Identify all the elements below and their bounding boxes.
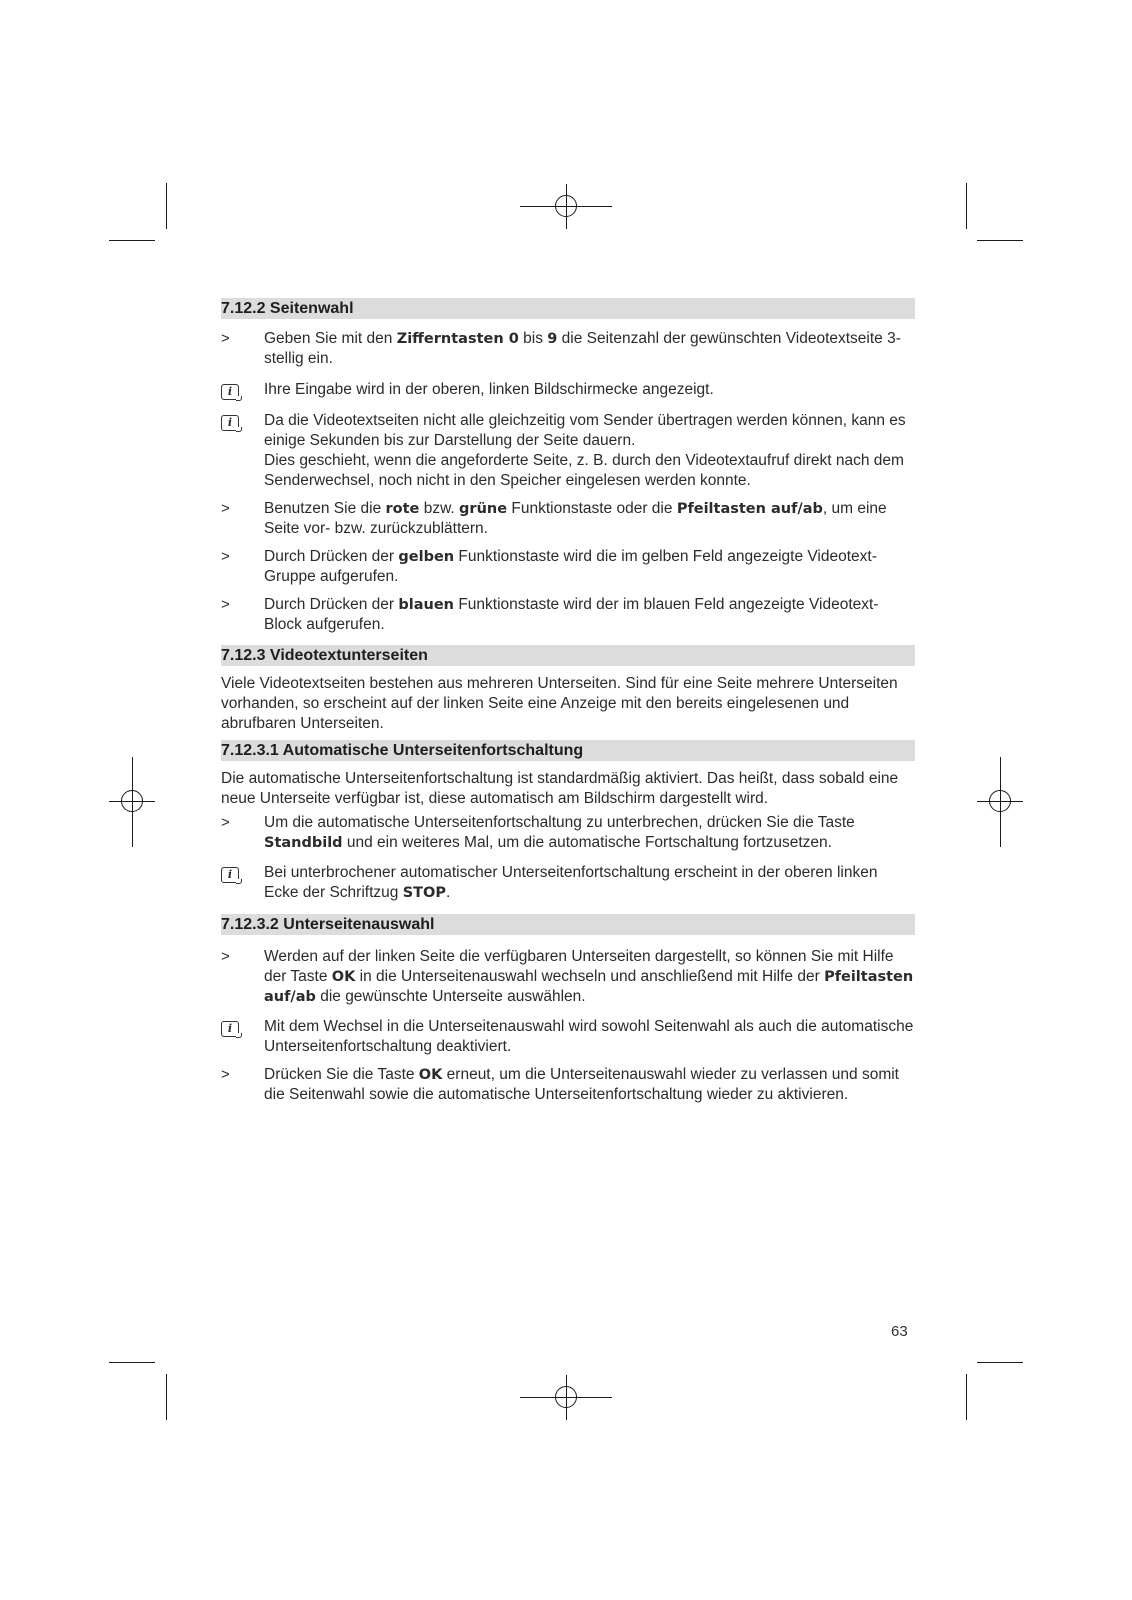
- instruction-item: > Um die automatische Unterseitenfortschaltung zu unterbrechen, drücken Sie die Taste Standbild und ein weiteres Mal, um die automatische Fortschaltung fortzusetzen.: [221, 814, 855, 851]
- arrow-marker: >: [221, 596, 230, 613]
- registration-mark: [555, 195, 577, 217]
- info-icon: i: [221, 1021, 239, 1037]
- section-heading: 7.12.3.2 Unterseitenauswahl: [221, 914, 915, 935]
- crop-mark: [966, 1374, 967, 1420]
- crop-mark: [166, 1374, 167, 1420]
- section-heading: 7.12.2 Seitenwahl: [221, 298, 915, 319]
- crop-mark: [109, 1362, 155, 1363]
- instruction-item: > Geben Sie mit den Zifferntasten 0 bis 9 die Seitenzahl der gewünschten Videotextseite 3-stellig ein.: [221, 330, 901, 367]
- page-number: 63: [891, 1323, 908, 1340]
- info-icon: i: [221, 867, 239, 883]
- arrow-marker: >: [221, 330, 230, 347]
- instruction-item: > Durch Drücken der gelben Funktionstaste wird die im gelben Feld angezeigte Videotext-Gruppe aufgerufen.: [221, 548, 877, 585]
- registration-mark: [121, 790, 143, 812]
- paragraph: Viele Videotextseiten bestehen aus mehreren Unterseiten. Sind für eine Seite mehrere Unterseiten vorhanden, so erscheint auf der linken Seite eine Anzeige mit den bereits eingelesenen und abrufbaren Unterseiten.: [221, 675, 898, 732]
- info-icon: i: [221, 415, 239, 431]
- arrow-marker: >: [221, 500, 230, 517]
- info-note: i Bei unterbrochener automatischer Unterseitenfortschaltung erscheint in der oberen linken Ecke der Schriftzug STOP.: [221, 863, 915, 903]
- section-heading: 7.12.3.1 Automatische Unterseitenfortschaltung: [221, 740, 915, 761]
- registration-mark: [555, 1386, 577, 1408]
- crop-mark: [166, 183, 167, 229]
- info-note: i Mit dem Wechsel in die Unterseitenauswahl wird sowohl Seitenwahl als auch die automatische Unterseitenfortschaltung deaktiviert.: [221, 1017, 915, 1057]
- crop-mark: [966, 183, 967, 229]
- crop-mark: [977, 1362, 1023, 1363]
- instruction-item: > Benutzen Sie die rote bzw. grüne Funktionstaste oder die Pfeiltasten auf/ab, um eine Seite vor- bzw. zurückzublättern.: [221, 500, 887, 537]
- instruction-item: > Durch Drücken der blauen Funktionstaste wird der im blauen Feld angezeigte Videotext-Block aufgerufen.: [221, 596, 879, 633]
- paragraph: Die automatische Unterseitenfortschaltung ist standardmäßig aktiviert. Das heißt, dass sobald eine neue Unterseite verfügbar ist, diese automatisch am Bildschirm dargestellt wird.: [221, 770, 899, 807]
- registration-mark: [989, 790, 1011, 812]
- arrow-marker: >: [221, 948, 230, 965]
- manual-content: [221, 298, 915, 1105]
- instruction-item: > Drücken Sie die Taste OK erneut, um die Unterseitenauswahl wieder zu verlassen und somit die Seitenwahl sowie die automatische Unterseitenfortschaltung wieder zu aktivieren.: [221, 1066, 899, 1103]
- info-note: i Da die Videotextseiten nicht alle gleichzeitig vom Sender übertragen werden können, kann es einige Sekunden bis zur Darstellung der Seite dauern. Dies geschieht, wenn die angeforderte Seite, z. B. durch den Videotextaufruf direkt nach dem Senderwechsel, noch nicht in den Speicher eingelesen werden konnte.: [221, 411, 915, 491]
- crop-mark: [109, 240, 155, 241]
- info-icon: i: [221, 384, 239, 400]
- arrow-marker: >: [221, 548, 230, 565]
- arrow-marker: >: [221, 814, 230, 831]
- crop-mark: [977, 240, 1023, 241]
- arrow-marker: >: [221, 1066, 230, 1083]
- section-heading: 7.12.3 Videotextunterseiten: [221, 645, 915, 666]
- instruction-item: > Werden auf der linken Seite die verfügbaren Unterseiten dargestellt, so können Sie mit Hilfe der Taste OK in die Unterseitenauswahl wechseln und anschließend mit Hilfe der Pfeiltasten auf/ab die gewünschte Unterseite auswählen.: [221, 948, 914, 1005]
- info-note: i Ihre Eingabe wird in der oberen, linken Bildschirmecke angezeigt.: [221, 380, 915, 400]
